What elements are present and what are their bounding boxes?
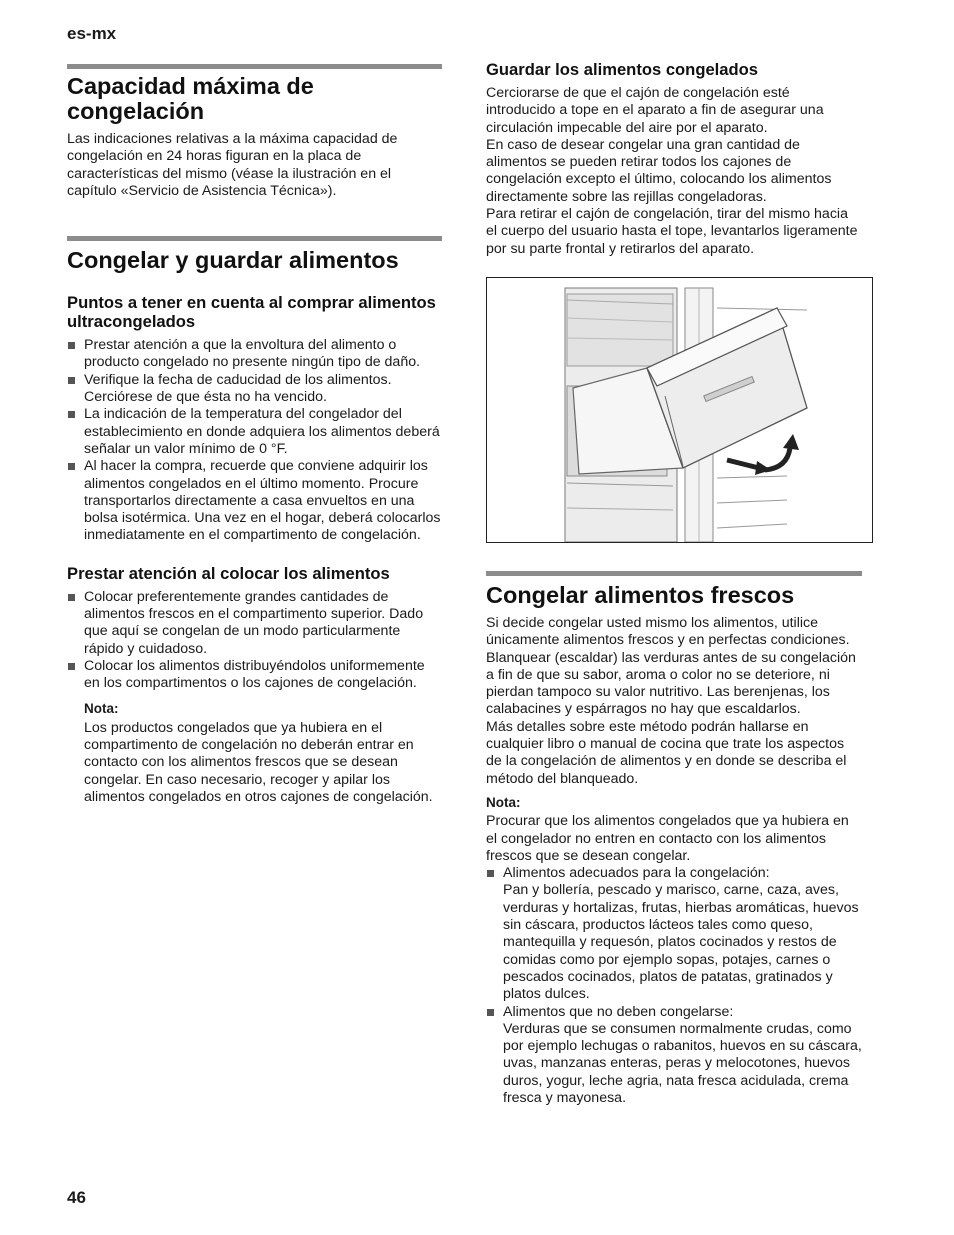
list-item: Colocar preferentemente grandes cantidades de alimentos frescos en el compartimento superior. Dado que aquí se congelan de un modo particularmente rápido y cuidadoso. — [67, 589, 442, 658]
subsection-title-comprar: Puntos a tener en cuenta al comprar alimentos ultracongelados — [67, 293, 436, 332]
list-item: Colocar los alimentos distribuyéndolos uniformemente en los compartimentos o los cajones de congelación. — [67, 658, 442, 693]
list-item-head: Alimentos adecuados para la congelación: — [503, 865, 770, 882]
section-rule — [486, 571, 862, 576]
section-title-frescos: Congelar alimentos frescos — [486, 582, 795, 608]
list-item: La indicación de la temperatura del congelador del establecimiento en donde adquiera los alimentos deberá señalar un valor mínimo de 0 °F. — [67, 406, 442, 458]
paragraph: En caso de desear congelar una gran cantidad de alimentos se pueden retirar todos los cajones de congelación excepto el último, colocando los alimentos directamente sobre las rejillas congeladoras. — [486, 136, 832, 205]
list-item-body: Verduras que se consumen normalmente crudas, como por ejemplo lechugas o rabanitos, huevos en su cáscara, uvas, manzanas enteras, peras y melocotones, huevos duros, yogur, leche agria, nata fresca acidulada, crema fresca y mayonesa. — [503, 1020, 862, 1107]
paragraph: Más detalles sobre este método podrán hallarse en cualquier libro o manual de cocina que trate los aspectos de la congelación de alimentos y en donde se describa el método del blanqueado. — [486, 718, 847, 787]
list-item: Al hacer la compra, recuerde que conviene adquirir los alimentos congelados en el último momento. Procure transportarlos directamente a casa envueltos en una bolsa isotérmica. Una vez en el hogar, deberá colocarlos inmediatamente en el compartimento de congelación. — [67, 458, 442, 544]
list-item: Verifique la fecha de caducidad de los alimentos. Cerciórese de que ésta no ha vencido. — [67, 372, 442, 407]
list-item — [486, 865, 862, 1003]
colocar-list — [67, 589, 442, 693]
subsection-title-guardar-congelados: Guardar los alimentos congelados — [486, 60, 759, 79]
comprar-list — [67, 337, 442, 545]
language-code: es-mx — [67, 24, 117, 43]
capacidad-body: Las indicaciones relativas a la máxima capacidad de congelación en 24 horas figuran en la placa de características del mismo (véase la ilustración en el capítulo «Servicio de Asistencia Técnica»). — [67, 131, 398, 199]
nota-label: Nota: — [84, 700, 119, 716]
nota-text: Los productos congelados que ya hubiera en el compartimento de congelación no deberán entrar en contacto con los alimentos frescos que se desean congelar. En caso necesario, recoger y apilar los alimentos congelados en otros cajones de congelación. — [84, 719, 433, 806]
paragraph: Para retirar el cajón de congelación, tirar del mismo hacia el cuerpo del usuario hasta el tope, levantarlos ligeramente por su parte frontal y retirarlos del aparato. — [486, 206, 858, 257]
list-item-head: Alimentos que no deben congelarse: — [503, 1003, 734, 1020]
nota-block — [67, 700, 442, 807]
section-rule — [67, 236, 442, 241]
congelacion-list — [486, 865, 862, 1107]
paragraph: Cerciorarse de que el cajón de congelación esté introducido a tope en el aparato a fin de asegurar una circulación impecable del aire por el aparato. — [486, 85, 824, 136]
right-column — [486, 60, 862, 258]
section-title-congelar-guardar: Congelar y guardar alimentos — [67, 247, 399, 274]
list-item: Prestar atención a que la envoltura del alimento o producto congelado no presente ningún tipo de daño. — [67, 337, 442, 372]
freezer-drawer-illustration — [486, 277, 873, 543]
section-rule — [67, 64, 442, 69]
page-number: 46 — [67, 1188, 86, 1207]
paragraph: Blanquear (escaldar) las verduras antes de su congelación a fin de que su sabor, aroma o color no se deteriore, ni pierdan tampoco su valor nutritivo. Las berenjenas, los calabacines y espárragos no hay que escaldarlos. — [486, 649, 856, 718]
nota-text: Procurar que los alimentos congelados que ya hubiera en el congelador no entren en contacto con los alimentos frescos que se desean congelar. — [486, 813, 849, 864]
list-item — [486, 1004, 862, 1108]
nota-label: Nota: — [486, 794, 521, 810]
left-column — [67, 64, 442, 806]
paragraph: Si decide congelar usted mismo los alimentos, utilice únicamente alimentos frescos y en perfectas condiciones. — [486, 615, 850, 649]
list-item-body: Pan y bollería, pescado y marisco, carne, caza, aves, verduras y hortalizas, frutas, hierbas aromáticas, huevos sin cáscara, productos lácteos tales como queso, mantequilla y requesón, platos cocinados y restos de comidas como por ejemplo sopas, potajes, carnes o pescados cocinados, platos de patatas, gratinados y platos dulces. — [503, 882, 859, 1003]
section-title-capacidad: Capacidad máxima de congelación — [67, 73, 314, 124]
subsection-title-colocar: Prestar atención al colocar los alimentos — [67, 563, 390, 583]
right-column-lower — [486, 571, 862, 1107]
